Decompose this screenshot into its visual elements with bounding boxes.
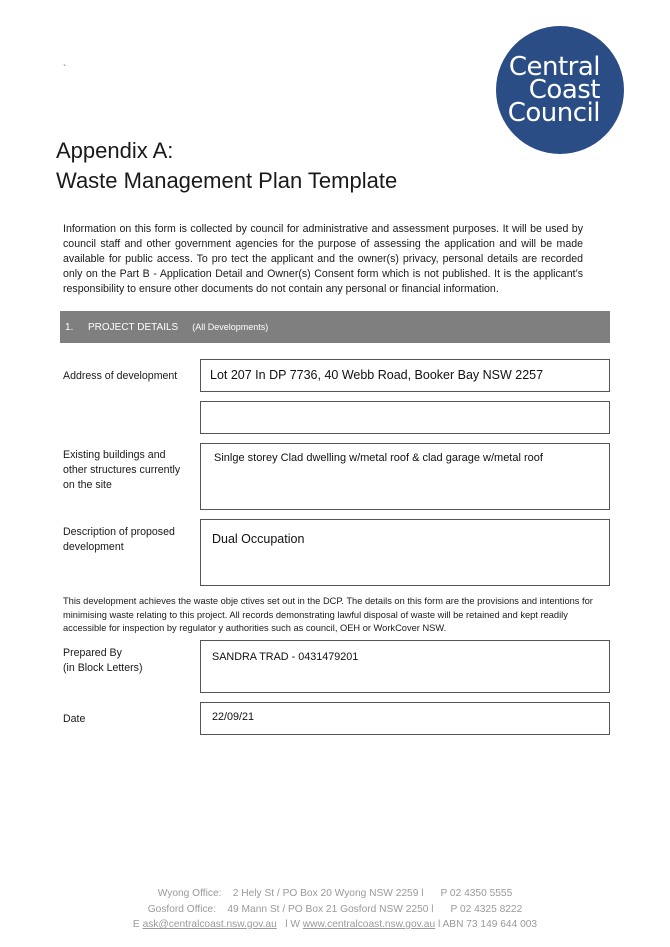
logo-line-3: Council [507, 97, 600, 128]
gosford-office-address: 49 Mann St / PO Box 21 Gosford NSW 2250 l [227, 903, 434, 915]
wyong-office-label: Wyong Office: [157, 888, 222, 899]
gosford-office-label: Gosford Office: [147, 903, 217, 915]
prepared-by-label [63, 646, 142, 676]
stray-mark: ` [63, 64, 67, 75]
date-label: Date [63, 713, 86, 725]
address-field-line-2[interactable] [200, 401, 610, 434]
section-number: 1. [65, 321, 74, 333]
gosford-office-phone: P 02 4325 8222 [450, 903, 523, 915]
logo-line-1: Central [508, 51, 600, 82]
section-name: PROJECT DETAILS [88, 321, 179, 333]
wyong-office-address: 2 Hely St / PO Box 20 Wyong NSW 2259 l [232, 888, 424, 899]
description-value: Dual Occupation [212, 532, 305, 546]
prepared-by-field[interactable] [200, 640, 610, 693]
web-prefix: l W [285, 919, 300, 930]
description-label: Description of proposed development [63, 526, 175, 553]
logo-line-2: Coast [528, 74, 600, 105]
date-field[interactable] [200, 702, 610, 735]
existing-structures-label: Existing buildings and other structures currently on the site [63, 449, 181, 491]
email-link[interactable]: ask@centralcoast.nsw.gov.au [142, 919, 277, 930]
wyong-office-phone: P 02 4350 5555 [440, 888, 513, 899]
abn-text: l ABN 73 149 644 003 [437, 919, 538, 930]
website-link[interactable]: www.centralcoast.nsw.gov.au [302, 919, 436, 930]
date-value: 22/09/21 [212, 711, 255, 723]
footer-gosford-line [0, 902, 670, 918]
description-field[interactable] [200, 519, 610, 586]
prepared-by-label-line-1: Prepared By [63, 647, 122, 659]
title-line-1: Appendix A: [56, 138, 174, 163]
prepared-by-label-line-2: (in Block Letters) [63, 662, 143, 674]
footer [0, 886, 670, 933]
existing-structures-field[interactable] [200, 443, 610, 510]
email-prefix: E [132, 919, 140, 930]
address-label: Address of development [63, 370, 178, 382]
existing-structures-value: Sinlge storey Clad dwelling w/metal roof & clad garage w/metal roof [214, 452, 543, 464]
waste-objectives-statement: This development achieves the waste obje ctives set out in the DCP. The details on this form are the provisions and intentions for minimising waste relating to this project. All records demonstrating lawful disposal of waste will be retained and kept readily accessible for inspection by regulator y authorities such as council, OEH or WorkCover NSW. [63, 596, 593, 633]
title-line-2: Waste Management Plan Template [56, 168, 398, 193]
council-logo [496, 26, 624, 154]
footer-wyong-line [0, 886, 670, 902]
page-title [56, 136, 397, 196]
address-field[interactable] [200, 359, 610, 392]
prepared-by-value: SANDRA TRAD - 0431479201 [212, 651, 359, 663]
section-header-project-details [60, 311, 610, 343]
footer-contact-line [0, 917, 670, 933]
section-subtitle: (All Developments) [192, 322, 269, 332]
privacy-notice: Information on this form is collected by council for administrative and assessment purposes. It will be used by council staff and other government agencies for the purpose of assessing the application and will be made available for public access. To pro tect the applicant and the owner(s) privacy, personal details are recorded only on the Part B - Application Detail and Owner(s) Consent form which is not published. It is the applicant’s responsibility to ensure other documents do not contain any personal or financial information. [63, 223, 583, 295]
address-value: Lot 207 In DP 7736, 40 Webb Road, Booker Bay NSW 2257 [210, 368, 544, 382]
